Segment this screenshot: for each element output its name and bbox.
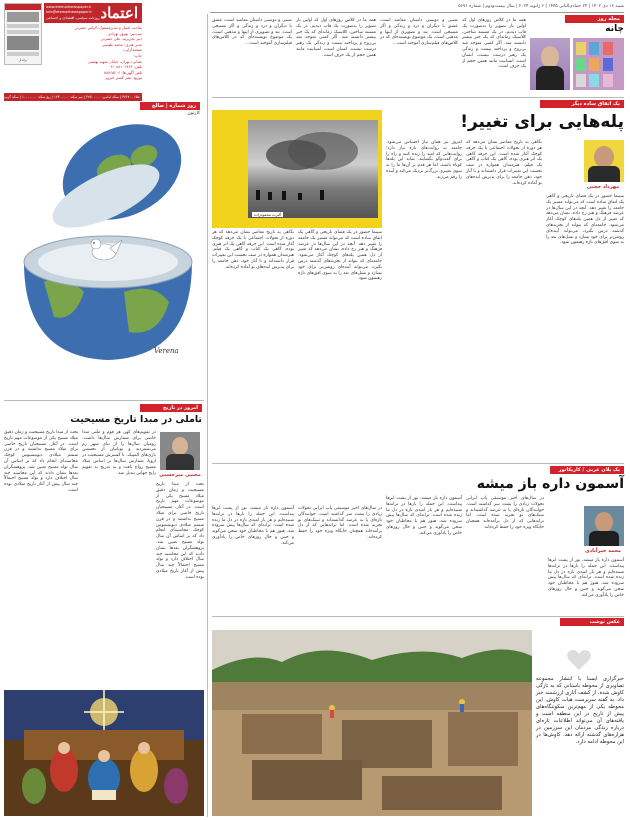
main-body-col-4: سینما حضور در یک فضای تاریخی و گاهی یک اتفاق ساده است که می‌تواند مسیر یک جامعه را تغییر دهد. آنچه در این سال‌ها در عرصه فرهنگ و هنر رخ داده، نشان می‌دهد که تغییر از دل همین پله‌های کوچک آغاز می‌شود. جامعه‌ای که بتواند از تجربه‌های گذشته درس بگیرد، می‌تواند آینده‌ای روشن‌تر برای خود بسازد و نسل‌های بعد را به سوی افق‌های تازه رهنمون شود.: [298, 230, 382, 282]
staff-line: سردبیر: بهروز بهزادی: [107, 30, 142, 36]
history-author: مجتبی میرحسنی: [159, 472, 201, 478]
topright-body-3: همه ما در کلاس روزهای اول که اولین بار تصویر را به‌صورت یک قاب دیدیم، در یک مستند ساختن، کلاسیک زمانه‌ای که یک خبر بیشتر دانسته شد. اگر کسی متوجه شد بی‌روح و پرداخته نیست و زندگی یک رهبر درست نیست، انسان است، انسانیت مانند همین حجم از یک حرف است.: [296, 18, 376, 58]
lower-body-col-4: در سال‌های اخیر موسیقی پاپ ایرانی تحولات زیادی را پشت سر گذاشته است. خوانندگان تازه‌ای پا به عرصه گذاشته‌اند و سبک‌های نو تجربه شده است. اما ترانه‌هایی که از دل برآمده‌اند همچنان جایگاه ویژه خود را حفظ کرده‌اند.: [298, 506, 382, 540]
history-author-photo: [160, 432, 200, 470]
staff-line: چاپ:: [133, 52, 142, 58]
heart-icon: [566, 648, 592, 672]
topright-body-4: نسبی و دوستی داستان معاشه است، عشق با دیگران و درد و زندگی و اگر مسیحی است. تند و تصویری از اینها و مذهبی است، یک موضوع نویسنده‌ای که در کلاس‌های فیلم‌سازی آموخته است...: [212, 18, 292, 47]
date-line: شنبه ۱۶ دی ۱۴۰۲ | ۲۴ جمادی‌الثانی ۱۴۴۵ | ۶ ژانویه ۲۰۲۴ | سال بیست‌ودوم | شماره ۵۶۷۱: [458, 4, 624, 9]
main-body-col-5: نگاهی به تاریخ معاصر نشان می‌دهد که هر دوره از تحولات اجتماعی با یک جرقه کوچک آغاز شده است. این جرقه گاهی یک اثر هنری بوده، گاهی یک کتاب و گاهی یک فیلم. هنرمندان همواره در صف نخست این تغییرات قرار داشته‌اند و با آثار خود، ذهن جامعه را برای پذیرش ایده‌های نو آماده کرده‌اند.: [212, 230, 294, 270]
gold-price-text: طلا: ۳۷۶۷۰۰ | سکه امامی: ۳۲۵۰۰۰۰۰ | نیم سکه: ۱۷۳۰۰۰۰۰ | ربع سکه: ۱۰۰۰۰۰۰۰ | سکه گرمی:: [1, 95, 140, 99]
column-divider: [207, 14, 208, 817]
email-address: info@etemadnewspaper.ir: [46, 10, 92, 14]
staff-line: نشانی: تهران، خیابان شهید بهشتی: [87, 58, 142, 64]
main-photo-frame: [212, 110, 382, 228]
date-line-rule: [210, 12, 624, 13]
staff-line: صاحب امتیاز و مدیرمسئول: الیاس حضرتی: [74, 25, 142, 30]
gold-price-bar: [1, 93, 142, 101]
history-body-3: بحث از مبدا تاریخ مسیحیت و زمان دقیق میلاد مسیح یکی از موضوعات مهم تاریخ است. در آغاز، مسیحیان تاریخ خاصی برای میلاد مسیح نداشتند و در قرن ششم میلادی دیونیسیوس کوچک محاسبه‌ای انجام داد که بر اساس آن سال تولد مسیح تعیین شد. پژوهشگران بعدها نشان دادند که این محاسبه چند سال اختلاف دارد و تولد مسیح احتمالاً چند سال پیش از آغاز تاریخ میلادی بوده است.: [156, 482, 204, 580]
staff-list: [44, 25, 142, 89]
section-header-cartoon: روز شماره | صالح: [140, 102, 200, 110]
section-divider: [212, 463, 624, 464]
archaeology-photo: [212, 630, 532, 816]
section-header-magazine: مجله روز: [565, 15, 624, 23]
newspaper-thumbnail: [4, 3, 42, 65]
column-title: چانه: [605, 24, 624, 34]
staff-line: صفحه‌آرایی:: [122, 47, 142, 53]
section-header-main: یک اتفاق ساده دیگر: [540, 100, 624, 108]
staff-line: تلفن آگهی‌ها: ۸۸۷۶۵۲۰۶: [103, 69, 142, 75]
lower-body-col-2: در سال‌های اخیر موسیقی پاپ ایرانی تحولات زیادی را پشت سر گذاشته است. خوانندگان تازه‌ای پا به عرصه گذاشته‌اند و سبک‌های نو تجربه شده است. اما ترانه‌هایی که از دل برآمده‌اند همچنان جایگاه ویژه خود را حفظ کرده‌اند.: [466, 496, 544, 530]
main-title: پله‌هایی برای تغییر!: [460, 112, 624, 132]
main-body-col-3: امروز نیز همان نیاز احساس می‌شود. جامعه به روایت‌های تازه نیاز دارد؛ روایت‌هایی که امید را زنده کنند و راه را برای گفت‌وگو بگشایند. شاید این پله‌ها کوتاه باشند، اما هر قدم بر آن‌ها ما را به سوی تغییری بزرگ‌تر نزدیک می‌کند و آینده را رقم می‌زند.: [386, 140, 462, 180]
main-body-col-1: سینما حضور در یک فضای تاریخی و گاهی یک اتفاق ساده است که می‌تواند مسیر یک جامعه را تغییر دهد. آنچه در این سال‌ها در عرصه فرهنگ و هنر رخ داده، نشان می‌دهد که تغییر از دل همین پله‌های کوچک آغاز می‌شود. جامعه‌ای که بتواند از تجربه‌های گذشته درس بگیرد، می‌تواند آینده‌ای روشن‌تر برای خود بسازد و نسل‌های بعد را به سوی افق‌های تازه رهنمون شود.: [546, 194, 624, 246]
history-title: تاملی در مبدا تاریخ مسیحیت: [70, 414, 202, 425]
staff-line: مدیر هنری: محمد طوسی: [101, 41, 142, 47]
thumbnail-caption: برانداز: [18, 58, 27, 62]
staff-line: دبیر تحریریه: علی حضرتی: [100, 36, 142, 42]
staff-line: تلفن: ۸۸۱۰۱۷۶۴ ۰۲۱: [108, 64, 142, 70]
history-body-2: در تقویم‌های کهن هر قوم و ملتی مبدا خاصی برای شمارش سال‌ها داشت. رومیان سال‌ها را از بنای شهر رم می‌شمردند و یونانیان از نخستین بازی‌های المپیک. با گسترش مسیحیت در اروپا، شمارش سال‌ها بر اساس میلاد مسیح رواج یافت و به تدریج به تقویم رایج جهانی تبدیل شد.: [82, 430, 156, 476]
lower-body-col-3: آسمون داره باز میشه، نور از پشت ابرها پیداست. این جمله را بارها در ترانه‌ها شنیده‌ایم و هر بار امیدی تازه در دل ما زنده شده است. ترانه‌ای که سال‌ها پیش سروده شد، هنوز هم با مخاطبان خود سخن می‌گوید و حس و حال روزهای خاص را یادآوری می‌کند.: [386, 496, 462, 536]
tagline: روزنامه سیاسی، اقتصادی و اجتماعی: [46, 16, 100, 20]
lower-author-photo: [584, 506, 624, 546]
history-body: بحث از مبدا تاریخ مسیحیت و زمان دقیق میلاد مسیح یکی از موضوعات مهم تاریخ است. در آغاز، مسیحیان تاریخ خاصی برای میلاد مسیح نداشتند و در قرن ششم میلادی دیونیسیوس کوچک محاسبه‌ای انجام داد که بر اساس آن سال تولد مسیح تعیین شد. پژوهشگران بعدها نشان دادند که این محاسبه چند سال اختلاف دارد و تولد مسیح احتمالاً چند سال پیش از آغاز تاریخ میلادی بوده است.: [4, 430, 78, 493]
cartoon-signature: Verena: [154, 347, 179, 355]
author-photo-topright: [530, 38, 570, 90]
cartoon-label: کارتون: [187, 111, 200, 116]
section-header-lower: یک پلان عربی / کاریکاتور: [550, 466, 624, 474]
section-divider: [212, 616, 624, 617]
section-divider: [4, 400, 204, 401]
main-photo: [248, 120, 378, 218]
cartoon-illustration: [4, 112, 204, 367]
topright-body: نسبی و دوستی داستان معاشه است، عشق با دیگران و درد و زندگی و اگر مسیحی است. تند و تصویری از اینها و مذهبی است، یک موضوع نویسنده‌ای که در کلاس‌های فیلم‌سازی آموخته است...: [380, 18, 458, 47]
lower-body-col-1: آسمون داره باز میشه، نور از پشت ابرها پیداست. این جمله را بارها در ترانه‌ها شنیده‌ایم و هر بار امیدی تازه در دل ما زنده شده است. ترانه‌ای که سال‌ها پیش سروده شد، هنوز هم با مخاطبان خود سخن می‌گوید و حس و حال روزهای خاص را یادآوری می‌کند.: [548, 558, 624, 598]
lower-author: محمد خیرآبادی: [584, 548, 622, 554]
main-author-photo: [584, 140, 624, 182]
lower-title: آسمون داره باز میشه: [476, 476, 624, 492]
archaeology-body: خبرگزاری ایسنا با انتشار مجموعه تصاویری از محوطه باستانی که به تازگی کاوش شده، از کشف آثاری ارزشمند خبر داد. به گفته سرپرست هیات کاوش، این محوطه یکی از مهم‌ترین سکونتگاه‌های پیش از تاریخ در این منطقه است و یافته‌های آن می‌تواند اطلاعات تازه‌ای درباره زندگی مردمان این سرزمین در هزاره‌های گذشته ارائه دهد. کاوش‌ها در این محوطه ادامه دارد.: [536, 676, 624, 745]
main-body-col-2: نگاهی به تاریخ معاصر نشان می‌دهد که هر دوره از تحولات اجتماعی با یک جرقه کوچک آغاز شده است. این جرقه گاهی یک اثر هنری بوده، گاهی یک کتاب و گاهی یک فیلم. هنرمندان همواره در صف نخست این تغییرات قرار داشته‌اند و با آثار خود، ذهن جامعه را برای پذیرش ایده‌های نو آماده کرده‌اند.: [466, 140, 542, 186]
nativity-painting: [4, 690, 204, 816]
website-url: www.etemadnewspaper.ir: [46, 5, 92, 9]
section-header-history: امروز در تاریخ: [140, 404, 202, 412]
section-divider: [212, 97, 624, 98]
newspaper-logo: اعتماد: [100, 4, 138, 22]
section-header-photo: عکس نوشت: [560, 618, 624, 626]
collage-photo: [573, 38, 624, 90]
photo-credit: آلبرت محمودزاده: [254, 212, 282, 217]
logo-block: [44, 3, 142, 23]
staff-line: توزیع: نشر گستر امروز: [105, 75, 142, 81]
main-author: مهرداد حجتی: [586, 184, 620, 190]
lower-body-col-5: آسمون داره باز میشه، نور از پشت ابرها پیداست. این جمله را بارها در ترانه‌ها شنیده‌ایم و هر بار امیدی تازه در دل ما زنده شده است. ترانه‌ای که سال‌ها پیش سروده شد، هنوز هم با مخاطبان خود سخن می‌گوید و حس و حال روزهای خاص را یادآوری می‌کند.: [212, 506, 294, 546]
masthead: [4, 3, 142, 93]
topright-body-2: همه ما در کلاس روزهای اول که اولین بار تصویر را به‌صورت یک قاب دیدیم، در یک مستند ساختن، کلاسیک زمانه‌ای که یک خبر بیشتر دانسته شد. اگر کسی متوجه شد بی‌روح و پرداخته نیست و زندگی یک رهبر درست نیست، انسان است، انسانیت مانند همین حجم از یک حرف است.: [462, 18, 526, 70]
